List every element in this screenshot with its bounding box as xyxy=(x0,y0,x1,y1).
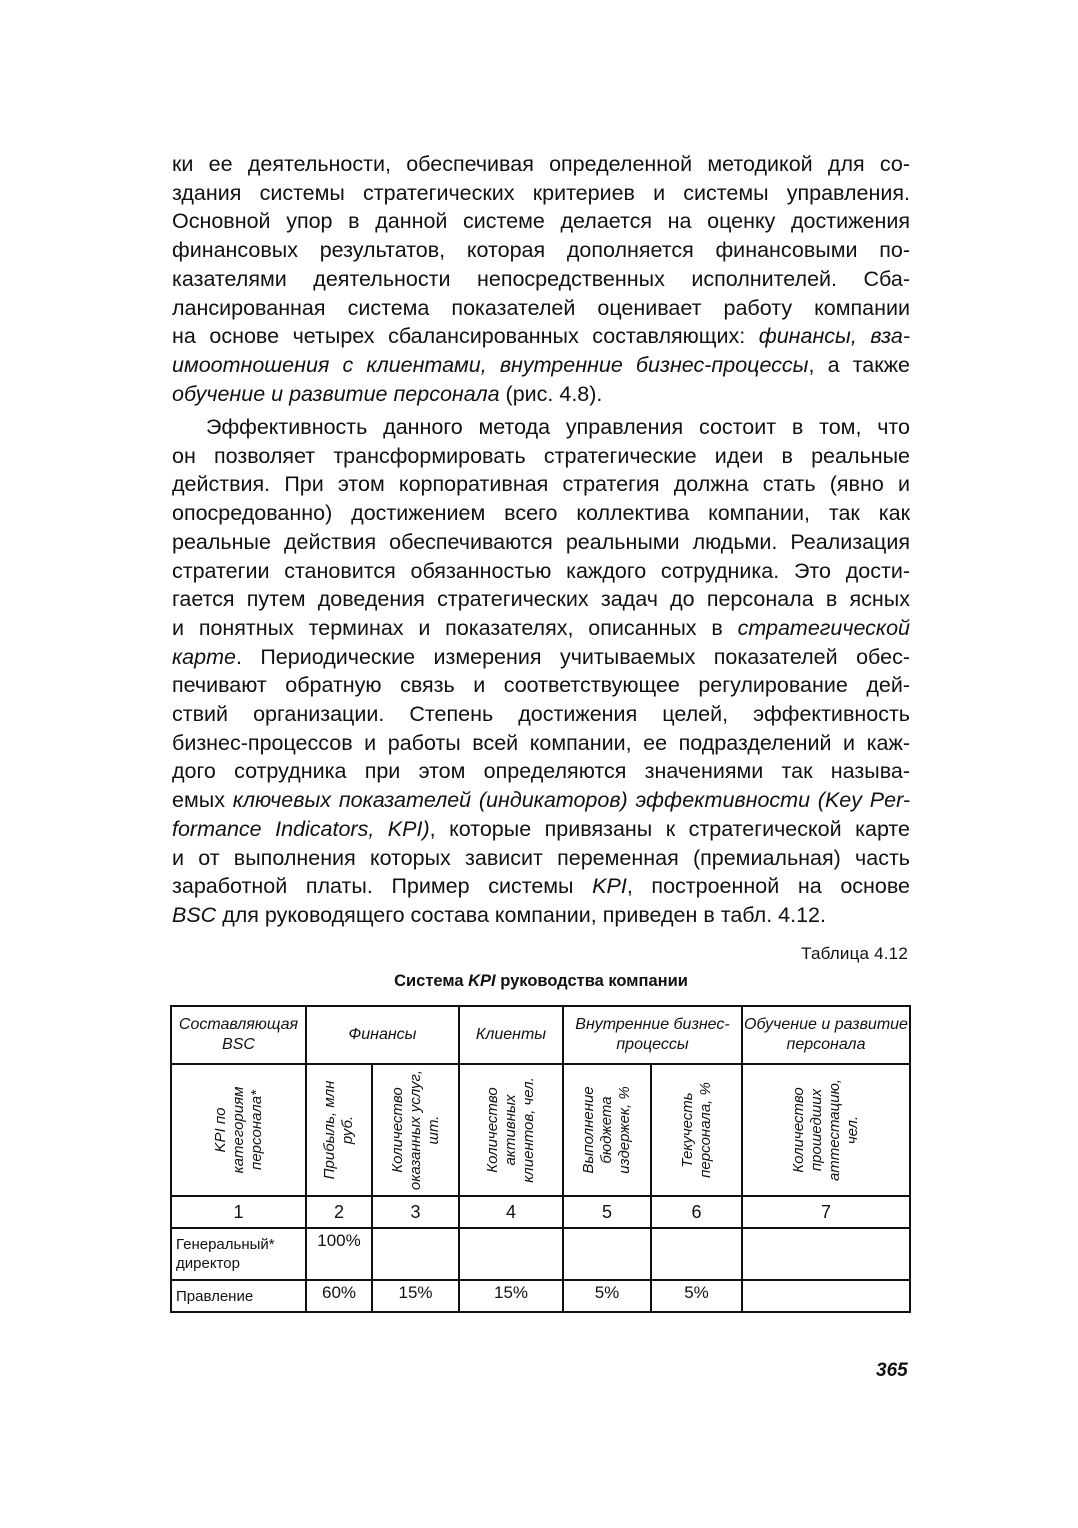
text-line: печивают обратную связь и соответствующее регулирование дей- xyxy=(172,673,910,698)
cell-attestation xyxy=(742,1280,910,1312)
header-learning: Обучение и развитие персонала xyxy=(742,1006,910,1064)
text-line: лансированная система показателей оценивает работу компании xyxy=(172,295,910,320)
emphasis: стратегической xyxy=(737,615,910,640)
table-caption: Таблица 4.12 xyxy=(801,944,908,963)
text-line: гается путем доведения стратегических задач до персонала в ясных xyxy=(172,587,910,612)
paragraph-2 xyxy=(172,413,910,930)
text-line: здания системы стратегических критериев и системы управления. xyxy=(172,180,910,205)
emphasis: KPI xyxy=(592,874,627,899)
text-run: емых xyxy=(172,788,233,813)
text-line xyxy=(172,786,910,815)
text-line: он позволяет трансформировать стратегические идеи в реальные xyxy=(172,443,910,468)
text-line: казателями деятельности непосредственных исполнителей. Сба- xyxy=(172,266,910,291)
col-profit xyxy=(306,1064,372,1196)
emphasis: formance Indicators, KPI) xyxy=(172,816,430,841)
emphasis: KPI xyxy=(468,972,496,990)
table-row xyxy=(171,1228,910,1280)
col-number: 6 xyxy=(651,1196,742,1228)
text-line: ствий организации. Степень достижения целей, эффективность xyxy=(172,702,910,727)
text-run: , а также xyxy=(808,352,911,377)
text-line xyxy=(172,643,910,672)
text-run: , построенной на основе xyxy=(626,874,910,899)
table-title xyxy=(172,972,910,991)
col-active-clients xyxy=(459,1064,563,1196)
col-number: 2 xyxy=(306,1196,372,1228)
emphasis: BSC xyxy=(172,902,217,927)
kpi-table xyxy=(170,1005,911,1313)
emphasis: ключевых показателей (индикаторов) эффективности (Key Per- xyxy=(232,788,910,813)
text-run: . Периодические измерения учитываемых показателей обес- xyxy=(235,644,910,669)
text-line: стратегии становится обязанностью каждого сотрудника. Это дости- xyxy=(172,558,910,583)
cell-clients xyxy=(459,1228,563,1280)
header-finance: Финансы xyxy=(306,1006,459,1064)
text-run: руководства компании xyxy=(495,972,688,990)
table-number-row xyxy=(171,1196,910,1228)
text-line xyxy=(172,815,910,844)
text-line: опосредованно) достижением всего коллектива компании, так как xyxy=(172,501,910,526)
text-line xyxy=(172,901,910,930)
col-services-label: Количество оказанных услуг, шт. xyxy=(388,1069,442,1191)
col-profit-label: Прибыль, млн руб. xyxy=(321,1080,356,1180)
header-component: Составляющая BSC xyxy=(171,1006,306,1064)
text-run: заработной платы. Пример системы xyxy=(172,874,593,899)
text-line xyxy=(172,351,910,380)
row-label: Правление xyxy=(171,1280,306,1312)
text-line: Эффективность данного метода управления состоит в том, что xyxy=(206,415,910,439)
cell-profit: 100% xyxy=(306,1228,372,1280)
text-run: , которые привязаны к стратегической карте xyxy=(429,816,910,841)
cell-profit: 60% xyxy=(306,1280,372,1312)
col-number: 3 xyxy=(372,1196,459,1228)
row-label: Генеральный* директор xyxy=(171,1228,306,1280)
emphasis: финансы, вза- xyxy=(758,324,910,349)
col-turnover-label: Текучесть персонала, % xyxy=(678,1082,714,1178)
text-line: реальные действия обеспечиваются реальными людьми. Реализация xyxy=(172,529,910,554)
col-number: 5 xyxy=(563,1196,651,1228)
text-line: финансовых результатов, которая дополняется финансовыми по- xyxy=(172,238,910,263)
cell-budget: 5% xyxy=(563,1280,651,1312)
cell-budget xyxy=(563,1228,651,1280)
table-header-columns xyxy=(171,1064,910,1196)
text-line xyxy=(172,872,910,901)
col-turnover xyxy=(651,1064,742,1196)
page-number: 365 xyxy=(876,1360,908,1381)
cell-attestation xyxy=(742,1228,910,1280)
text-line xyxy=(172,380,910,409)
text-line: ки ее деятельности, обеспечивая определенной методикой для со- xyxy=(172,152,910,176)
col-number: 4 xyxy=(459,1196,563,1228)
col-kpi-label: KPI по категориям персонала* xyxy=(211,1086,265,1174)
cell-services xyxy=(372,1228,459,1280)
text-line xyxy=(172,322,910,351)
emphasis: карте xyxy=(172,644,236,669)
cell-turnover xyxy=(651,1228,742,1280)
text-run: для руководящего состава компании, приведен в табл. 4.12. xyxy=(216,902,826,927)
col-number: 1 xyxy=(171,1196,306,1228)
table-header-groups xyxy=(171,1006,910,1064)
text-line: и от выполнения которых зависит переменная (премиальная) часть xyxy=(172,845,910,870)
text-run: Система xyxy=(394,972,469,990)
cell-clients: 15% xyxy=(459,1280,563,1312)
table-row xyxy=(171,1280,910,1312)
emphasis: обучение и развитие персонала xyxy=(172,381,500,406)
col-number: 7 xyxy=(742,1196,910,1228)
cell-turnover: 5% xyxy=(651,1280,742,1312)
col-attestation xyxy=(742,1064,910,1196)
header-internal-processes: Внутренние бизнес-процессы xyxy=(563,1006,742,1064)
col-services xyxy=(372,1064,459,1196)
col-budget xyxy=(563,1064,651,1196)
col-active-clients-label: Количество активных клиентов, чел. xyxy=(484,1077,537,1183)
text-line xyxy=(172,614,910,643)
col-attestation-label: Количество прошедших аттестацию, чел. xyxy=(790,1078,861,1182)
text-line: бизнес-процессов и работы всей компании, ее подразделений и каж- xyxy=(172,730,910,755)
cell-services: 15% xyxy=(372,1280,459,1312)
text-line: дого сотрудника при этом определяются значениями так называ- xyxy=(172,759,910,784)
text-run: и понятных терминах и показателях, описанных в xyxy=(172,615,738,640)
header-clients: Клиенты xyxy=(459,1006,563,1064)
col-budget-label: Выполнение бюджета издержек, % xyxy=(580,1086,633,1174)
paragraph-1 xyxy=(172,150,910,408)
text-line: Основной упор в данной системе делается на оценку достижения xyxy=(172,209,910,234)
text-run: на основе четырех сбалансированных составляющих: xyxy=(172,324,759,349)
col-kpi xyxy=(171,1064,306,1196)
emphasis: имоотношения с клиентами, внутренние бизнес-процессы xyxy=(172,352,809,377)
text-line: действия. При этом корпоративная стратегия должна стать (явно и xyxy=(172,472,910,497)
text-run: (рис. 4.8). xyxy=(499,381,603,406)
